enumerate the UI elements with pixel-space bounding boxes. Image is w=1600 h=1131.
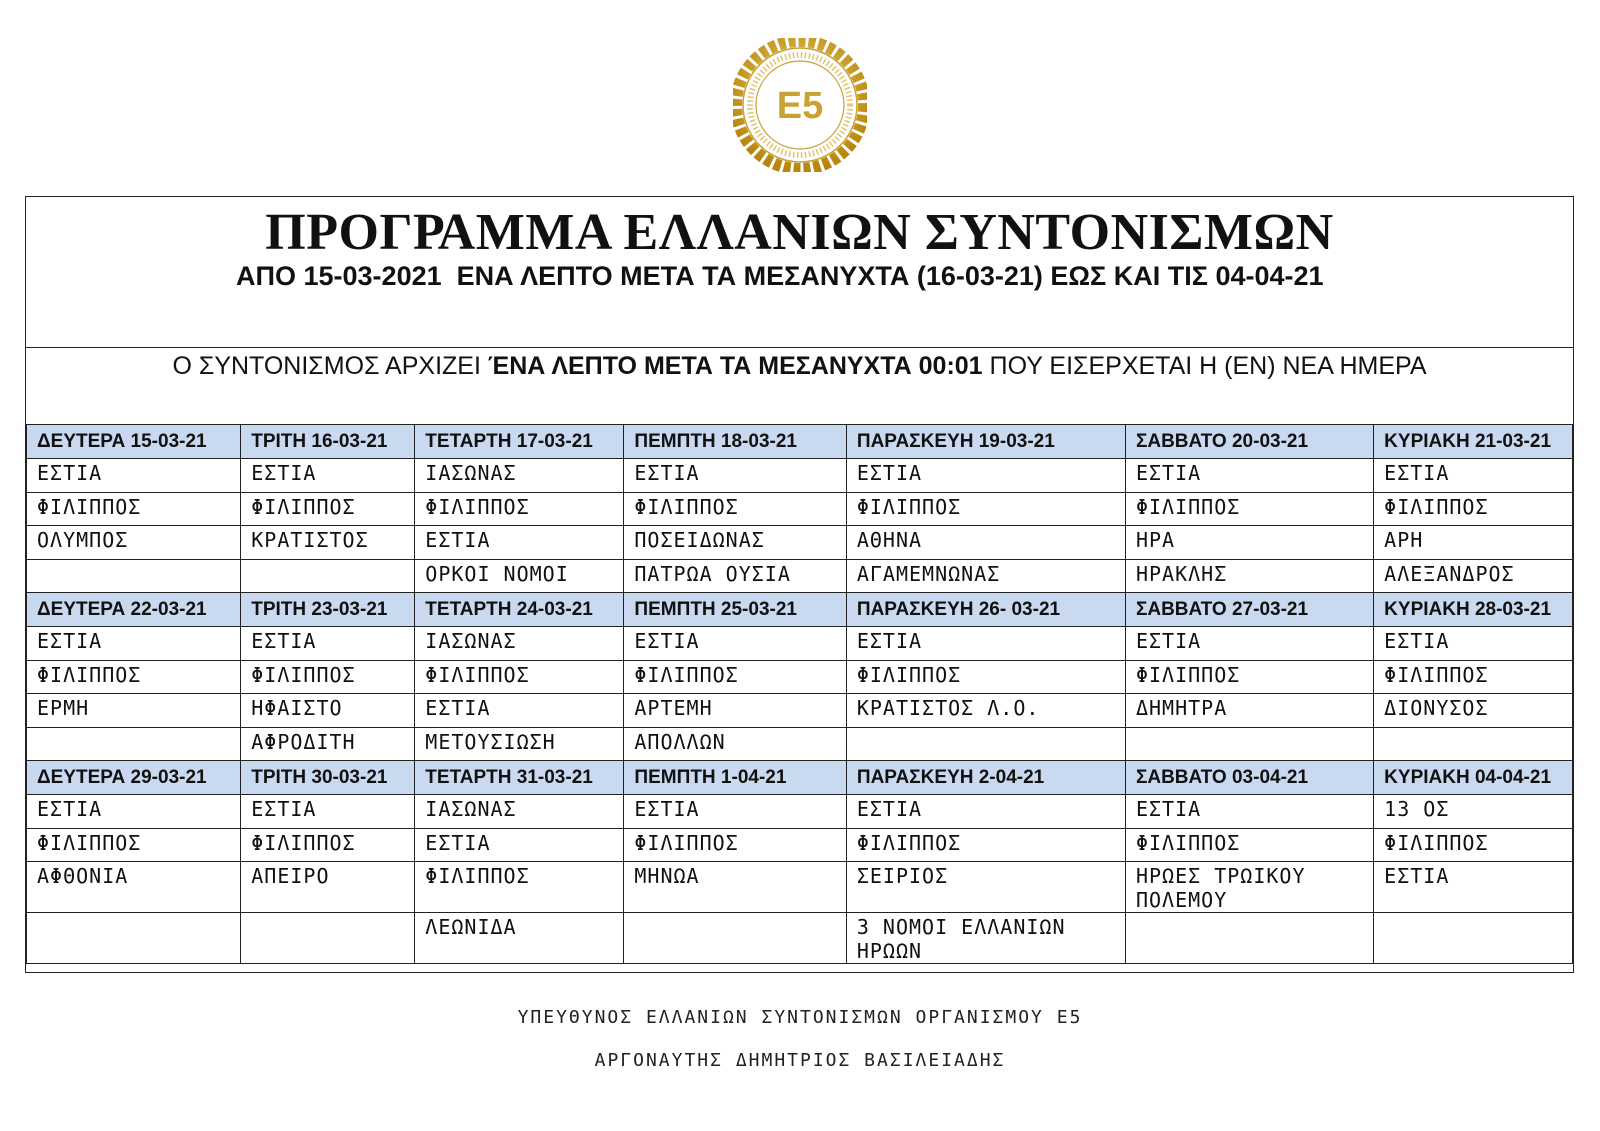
- day-header-cell: ΤΡΙΤΗ 30-03-21: [241, 761, 415, 795]
- schedule-cell: ΦΙΛΙΠΠΟΣ: [846, 492, 1125, 526]
- day-header-cell: ΠΕΜΠΤΗ 18-03-21: [624, 425, 846, 459]
- schedule-cell: ΗΡΑΚΛΗΣ: [1125, 559, 1373, 593]
- schedule-cell: [1374, 913, 1573, 964]
- schedule-cell: ΔΗΜΗΤΡΑ: [1125, 694, 1373, 728]
- day-header-cell: ΤΕΤΑΡΤΗ 24-03-21: [415, 593, 624, 627]
- schedule-cell: ΑΘΗΝΑ: [846, 526, 1125, 560]
- schedule-cell: ΦΙΛΙΠΠΟΣ: [415, 862, 624, 913]
- schedule-cell: ΠΟΣΕΙΔΩΝΑΣ: [624, 526, 846, 560]
- schedule-cell: ΑΡΤΕΜΗ: [624, 694, 846, 728]
- schedule-cell: ΦΙΛΙΠΠΟΣ: [624, 492, 846, 526]
- schedule-cell: ΕΣΤΙΑ: [624, 459, 846, 493]
- schedule-cell: ΕΡΜΗ: [27, 694, 241, 728]
- day-header-cell: ΤΡΙΤΗ 23-03-21: [241, 593, 415, 627]
- schedule-cell: ΦΙΛΙΠΠΟΣ: [27, 828, 241, 862]
- table-row: [27, 559, 1573, 593]
- schedule-cell: ΕΣΤΙΑ: [241, 459, 415, 493]
- schedule-cell: ΙΑΣΩΝΑΣ: [415, 795, 624, 829]
- schedule-cell: ΦΙΛΙΠΠΟΣ: [1125, 492, 1373, 526]
- notice-part1: Ο ΣΥΝΤΟΝΙΣΜΟΣ ΑΡΧΙΖΕΙ: [172, 352, 488, 380]
- day-header-cell: ΣΑΒΒΑΤΟ 03-04-21: [1125, 761, 1373, 795]
- schedule-cell: ΕΣΤΙΑ: [27, 795, 241, 829]
- schedule-cell: ΗΡΩΕΣ ΤΡΩΙΚΟΥ ΠΟΛΕΜΟΥ: [1125, 862, 1373, 913]
- schedule-cell: ΦΙΛΙΠΠΟΣ: [241, 492, 415, 526]
- schedule-cell: [27, 559, 241, 593]
- table-row: [27, 627, 1573, 661]
- schedule-cell: ΑΠΟΛΛΩΝ: [624, 727, 846, 761]
- schedule-cell: ΕΣΤΙΑ: [846, 459, 1125, 493]
- schedule-cell: ΟΡΚΟΙ ΝΟΜΟΙ: [415, 559, 624, 593]
- notice-part2: ΠΟΥ ΕΙΣΕΡΧΕΤΑΙ Η (ΕΝ) ΝΕΑ ΗΜΕΡΑ: [982, 352, 1427, 380]
- schedule-cell: ΔΙΟΝΥΣΟΣ: [1374, 694, 1573, 728]
- schedule-cell: ΕΣΤΙΑ: [1374, 459, 1573, 493]
- schedule-cell: ΦΙΛΙΠΠΟΣ: [624, 660, 846, 694]
- schedule-cell: ΦΙΛΙΠΠΟΣ: [27, 660, 241, 694]
- schedule-cell: ΕΣΤΙΑ: [415, 526, 624, 560]
- day-header-cell: ΠΕΜΠΤΗ 25-03-21: [624, 593, 846, 627]
- schedule-cell: ΑΡΗ: [1374, 526, 1573, 560]
- schedule-cell: ΜΗΝΩΑ: [624, 862, 846, 913]
- schedule-cell: 3 ΝΟΜΟΙ ΕΛΛΑΝΙΩΝ ΗΡΩΩΝ: [846, 913, 1125, 964]
- day-header-cell: ΠΑΡΑΣΚΕΥΗ 19-03-21: [846, 425, 1125, 459]
- table-row: [27, 492, 1573, 526]
- schedule-cell: ΦΙΛΙΠΠΟΣ: [27, 492, 241, 526]
- schedule-cell: [1374, 727, 1573, 761]
- schedule-cell: ΑΓΑΜΕΜΝΩΝΑΣ: [846, 559, 1125, 593]
- schedule-cell: ΕΣΤΙΑ: [846, 795, 1125, 829]
- schedule-cell: ΚΡΑΤΙΣΤΟΣ Λ.Ο.: [846, 694, 1125, 728]
- schedule-cell: [624, 913, 846, 964]
- schedule-cell: ΑΠΕΙΡΟ: [241, 862, 415, 913]
- table-row: [27, 828, 1573, 862]
- day-header-cell: ΔΕΥΤΕΡΑ 22-03-21: [27, 593, 241, 627]
- table-row: [27, 694, 1573, 728]
- schedule-cell: ΜΕΤΟΥΣΙΩΣΗ: [415, 727, 624, 761]
- schedule-cell: ΦΙΛΙΠΠΟΣ: [1125, 828, 1373, 862]
- day-header-cell: ΚΥΡΙΑΚΗ 04-04-21: [1374, 761, 1573, 795]
- schedule-cell: ΦΙΛΙΠΠΟΣ: [1374, 492, 1573, 526]
- day-header-cell: ΔΕΥΤΕΡΑ 29-03-21: [27, 761, 241, 795]
- meander-seal-logo-icon: [733, 38, 867, 172]
- schedule-cell: ΦΙΛΙΠΠΟΣ: [846, 828, 1125, 862]
- schedule-cell: ΕΣΤΙΑ: [1125, 627, 1373, 661]
- day-header-cell: ΚΥΡΙΑΚΗ 28-03-21: [1374, 593, 1573, 627]
- schedule-cell: ΕΣΤΙΑ: [1374, 862, 1573, 913]
- schedule-cell: ΕΣΤΙΑ: [415, 828, 624, 862]
- schedule-cell: ΦΙΛΙΠΠΟΣ: [1374, 660, 1573, 694]
- schedule-cell: ΟΛΥΜΠΟΣ: [27, 526, 241, 560]
- schedule-cell: ΦΙΛΙΠΠΟΣ: [846, 660, 1125, 694]
- day-header-cell: ΔΕΥΤΕΡΑ 15-03-21: [27, 425, 241, 459]
- day-header-cell: ΤΡΙΤΗ 16-03-21: [241, 425, 415, 459]
- schedule-cell: [27, 727, 241, 761]
- table-row: [27, 660, 1573, 694]
- schedule-cell: ΕΣΤΙΑ: [27, 459, 241, 493]
- schedule-cell: 13 ΟΣ: [1374, 795, 1573, 829]
- day-header-row: [27, 761, 1573, 795]
- day-header-cell: ΣΑΒΒΑΤΟ 20-03-21: [1125, 425, 1373, 459]
- schedule-cell: [27, 913, 241, 964]
- logo-text: Ε5: [776, 85, 824, 127]
- schedule-cell: ΑΦΡΟΔΙΤΗ: [241, 727, 415, 761]
- page-subtitle: ΑΠΟ 15-03-2021 ΕΝΑ ΛΕΠΤΟ ΜΕΤΑ ΤΑ ΜΕΣΑΝΥΧΤΑ (16-03-21) ΕΩΣ ΚΑΙ ΤΙΣ 04-04-21: [236, 261, 1324, 291]
- day-header-cell: ΠΑΡΑΣΚΕΥΗ 26- 03-21: [846, 593, 1125, 627]
- table-row: [27, 459, 1573, 493]
- table-row: [27, 727, 1573, 761]
- day-header-cell: ΤΕΤΑΡΤΗ 17-03-21: [415, 425, 624, 459]
- day-header-row: [27, 593, 1573, 627]
- day-header-cell: ΠΑΡΑΣΚΕΥΗ 2-04-21: [846, 761, 1125, 795]
- schedule-cell: ΑΛΕΞΑΝΔΡΟΣ: [1374, 559, 1573, 593]
- table-row: [27, 795, 1573, 829]
- schedule-cell: ΙΑΣΩΝΑΣ: [415, 459, 624, 493]
- schedule-cell: ΕΣΤΙΑ: [241, 627, 415, 661]
- schedule-cell: ΦΙΛΙΠΠΟΣ: [415, 660, 624, 694]
- day-header-cell: ΤΕΤΑΡΤΗ 31-03-21: [415, 761, 624, 795]
- schedule-cell: ΦΙΛΙΠΠΟΣ: [415, 492, 624, 526]
- schedule-cell: ΛΕΩΝΙΔΑ: [415, 913, 624, 964]
- schedule-cell: ΑΦΘΟΝΙΑ: [27, 862, 241, 913]
- schedule-cell: ΦΙΛΙΠΠΟΣ: [1374, 828, 1573, 862]
- schedule-cell: ΚΡΑΤΙΣΤΟΣ: [241, 526, 415, 560]
- schedule-cell: ΕΣΤΙΑ: [415, 694, 624, 728]
- schedule-cell: ΠΑΤΡΩΑ ΟΥΣΙΑ: [624, 559, 846, 593]
- day-header-cell: ΣΑΒΒΑΤΟ 27-03-21: [1125, 593, 1373, 627]
- footer-responsible: ΥΠΕΥΘΥΝΟΣ ΕΛΛΑΝΙΩΝ ΣΥΝΤΟΝΙΣΜΩΝ ΟΡΓΑΝΙΣΜΟΥ Ε5: [517, 1007, 1083, 1028]
- schedule-cell: ΦΙΛΙΠΠΟΣ: [1125, 660, 1373, 694]
- day-header-cell: ΚΥΡΙΑΚΗ 21-03-21: [1374, 425, 1573, 459]
- day-header-cell: ΠΕΜΠΤΗ 1-04-21: [624, 761, 846, 795]
- page-title: ΠΡΟΓΡΑΜΜΑ ΕΛΛΑΝΙΩΝ ΣΥΝΤΟΝΙΣΜΩΝ: [265, 204, 1334, 261]
- schedule-cell: ΦΙΛΙΠΠΟΣ: [241, 828, 415, 862]
- schedule-cell: [1125, 727, 1373, 761]
- schedule-cell: ΕΣΤΙΑ: [624, 795, 846, 829]
- table-row: [27, 526, 1573, 560]
- schedule-cell: [241, 559, 415, 593]
- schedule-frame: [25, 196, 1574, 973]
- schedule-cell: [846, 727, 1125, 761]
- schedule-cell: ΕΣΤΙΑ: [27, 627, 241, 661]
- schedule-cell: [241, 913, 415, 964]
- logo: [733, 38, 867, 172]
- header-block: [26, 197, 1573, 348]
- table-row: [27, 862, 1573, 913]
- schedule-cell: ΕΣΤΙΑ: [1125, 795, 1373, 829]
- schedule-cell: ΕΣΤΙΑ: [1374, 627, 1573, 661]
- schedule-cell: ΕΣΤΙΑ: [1125, 459, 1373, 493]
- schedule-cell: ΕΣΤΙΑ: [624, 627, 846, 661]
- schedule-cell: ΦΙΛΙΠΠΟΣ: [241, 660, 415, 694]
- schedule-table: [26, 424, 1573, 964]
- schedule-cell: ΦΙΛΙΠΠΟΣ: [624, 828, 846, 862]
- schedule-cell: ΗΡΑ: [1125, 526, 1373, 560]
- notice-text: [26, 352, 1573, 381]
- notice-bold: ΈΝΑ ΛΕΠΤΟ ΜΕΤΑ ΤΑ ΜΕΣΑΝΥΧΤΑ 00:01: [487, 352, 983, 380]
- day-header-row: [27, 425, 1573, 459]
- schedule-cell: ΙΑΣΩΝΑΣ: [415, 627, 624, 661]
- schedule-cell: ΣΕΙΡΙΟΣ: [846, 862, 1125, 913]
- schedule-cell: ΕΣΤΙΑ: [241, 795, 415, 829]
- footer-signature: ΑΡΓΟΝΑΥΤΗΣ ΔΗΜΗΤΡΙΟΣ ΒΑΣΙΛΕΙΑΔΗΣ: [594, 1050, 1006, 1071]
- schedule-cell: ΕΣΤΙΑ: [846, 627, 1125, 661]
- table-row: [27, 913, 1573, 964]
- schedule-cell: [1125, 913, 1373, 964]
- schedule-cell: ΗΦΑΙΣΤΟ: [241, 694, 415, 728]
